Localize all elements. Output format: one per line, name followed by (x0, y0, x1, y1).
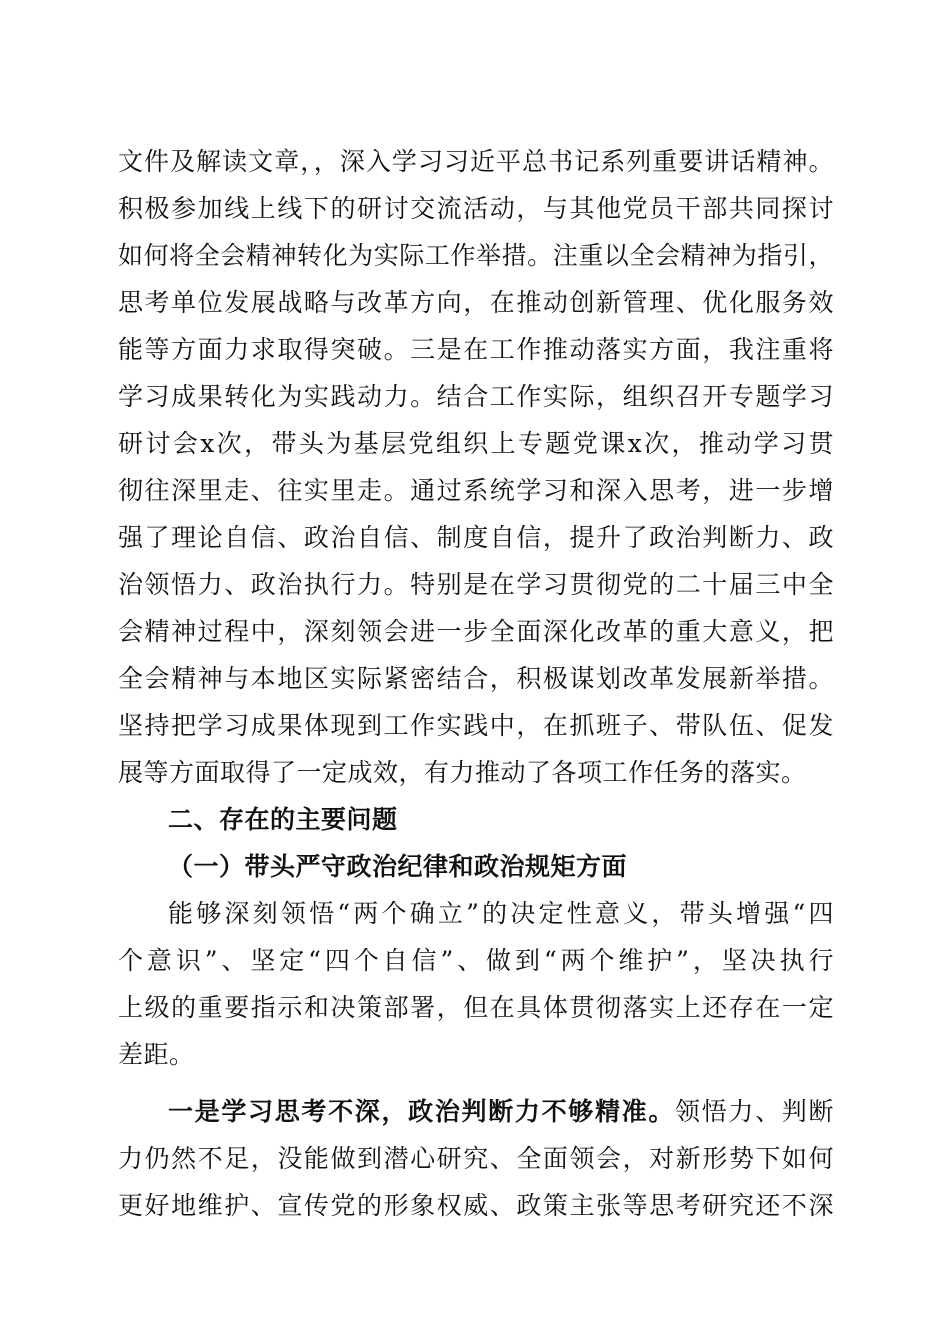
text-line: 文件及解读文章，，深入学习习近平总书记系列重要讲话精神。 (118, 147, 834, 176)
text-line: 能够深刻领悟“两个确立”的决定性意义，带头增强“四 (168, 899, 834, 928)
text-line: 研讨会x次，带头为基层党组织上专题党课x次，推动学习贯 (118, 429, 834, 458)
text-line: 思考单位发展战略与改革方向，在推动创新管理、优化服务效 (118, 288, 834, 317)
paragraph-problem-one (118, 1088, 834, 1229)
subsection-heading: （一）带头严守政治纪律和政治规矩方面 (168, 852, 628, 881)
text-line: 上级的重要指示和决策部署，但在具体贯彻落实上还存在一定 (118, 993, 834, 1022)
text-line (118, 1088, 834, 1135)
section-heading: 二、存在的主要问题 (168, 805, 398, 834)
text-line: 能等方面力求取得突破。三是在工作推动落实方面，我注重将 (118, 335, 834, 364)
paragraph-gap (118, 1078, 834, 1088)
text-line: 展等方面取得了一定成效，有力推动了各项工作任务的落实。 (118, 758, 807, 787)
text-line: 会精神过程中，深刻领会进一步全面深化改革的重大意义，把 (118, 617, 834, 646)
text-line: 全会精神与本地区实际紧密结合，积极谋划改革发展新举措。 (118, 664, 834, 693)
document-body (118, 138, 834, 1229)
text-line: 强了理论自信、政治自信、制度自信，提升了政治判断力、政 (118, 523, 834, 552)
problem-lead-rest: 领悟力、判断 (675, 1097, 834, 1126)
text-line: 差距。 (118, 1040, 195, 1069)
problem-lead: 一是学习思考不深，政治判断力不够精准。 (168, 1097, 676, 1126)
text-line: 彻往深里走、往实里走。通过系统学习和深入思考，进一步增 (118, 476, 834, 505)
text-line: 治领悟力、政治执行力。特别是在学习贯彻党的二十届三中全 (118, 570, 834, 599)
paragraph-political-discipline (118, 890, 834, 1078)
paragraph-study-summary (118, 138, 834, 796)
text-line: 积极参加线上线下的研讨交流活动，与其他党员干部共同探讨 (118, 194, 834, 223)
text-line: 更好地维护、宣传党的形象权威、政策主张等思考研究还不深 (118, 1191, 834, 1220)
text-line: 如何将全会精神转化为实际工作举措。注重以全会精神为指引， (118, 241, 834, 270)
text-line: 学习成果转化为实践动力。结合工作实际，组织召开专题学习 (118, 382, 834, 411)
text-line: 力仍然不足，没能做到潜心研究、全面领会，对新形势下如何 (118, 1144, 834, 1173)
text-line: 坚持把学习成果体现到工作实践中，在抓班子、带队伍、促发 (118, 711, 834, 740)
text-line: 个意识”、坚定“四个自信”、做到“两个维护”，坚决执行 (118, 946, 834, 975)
